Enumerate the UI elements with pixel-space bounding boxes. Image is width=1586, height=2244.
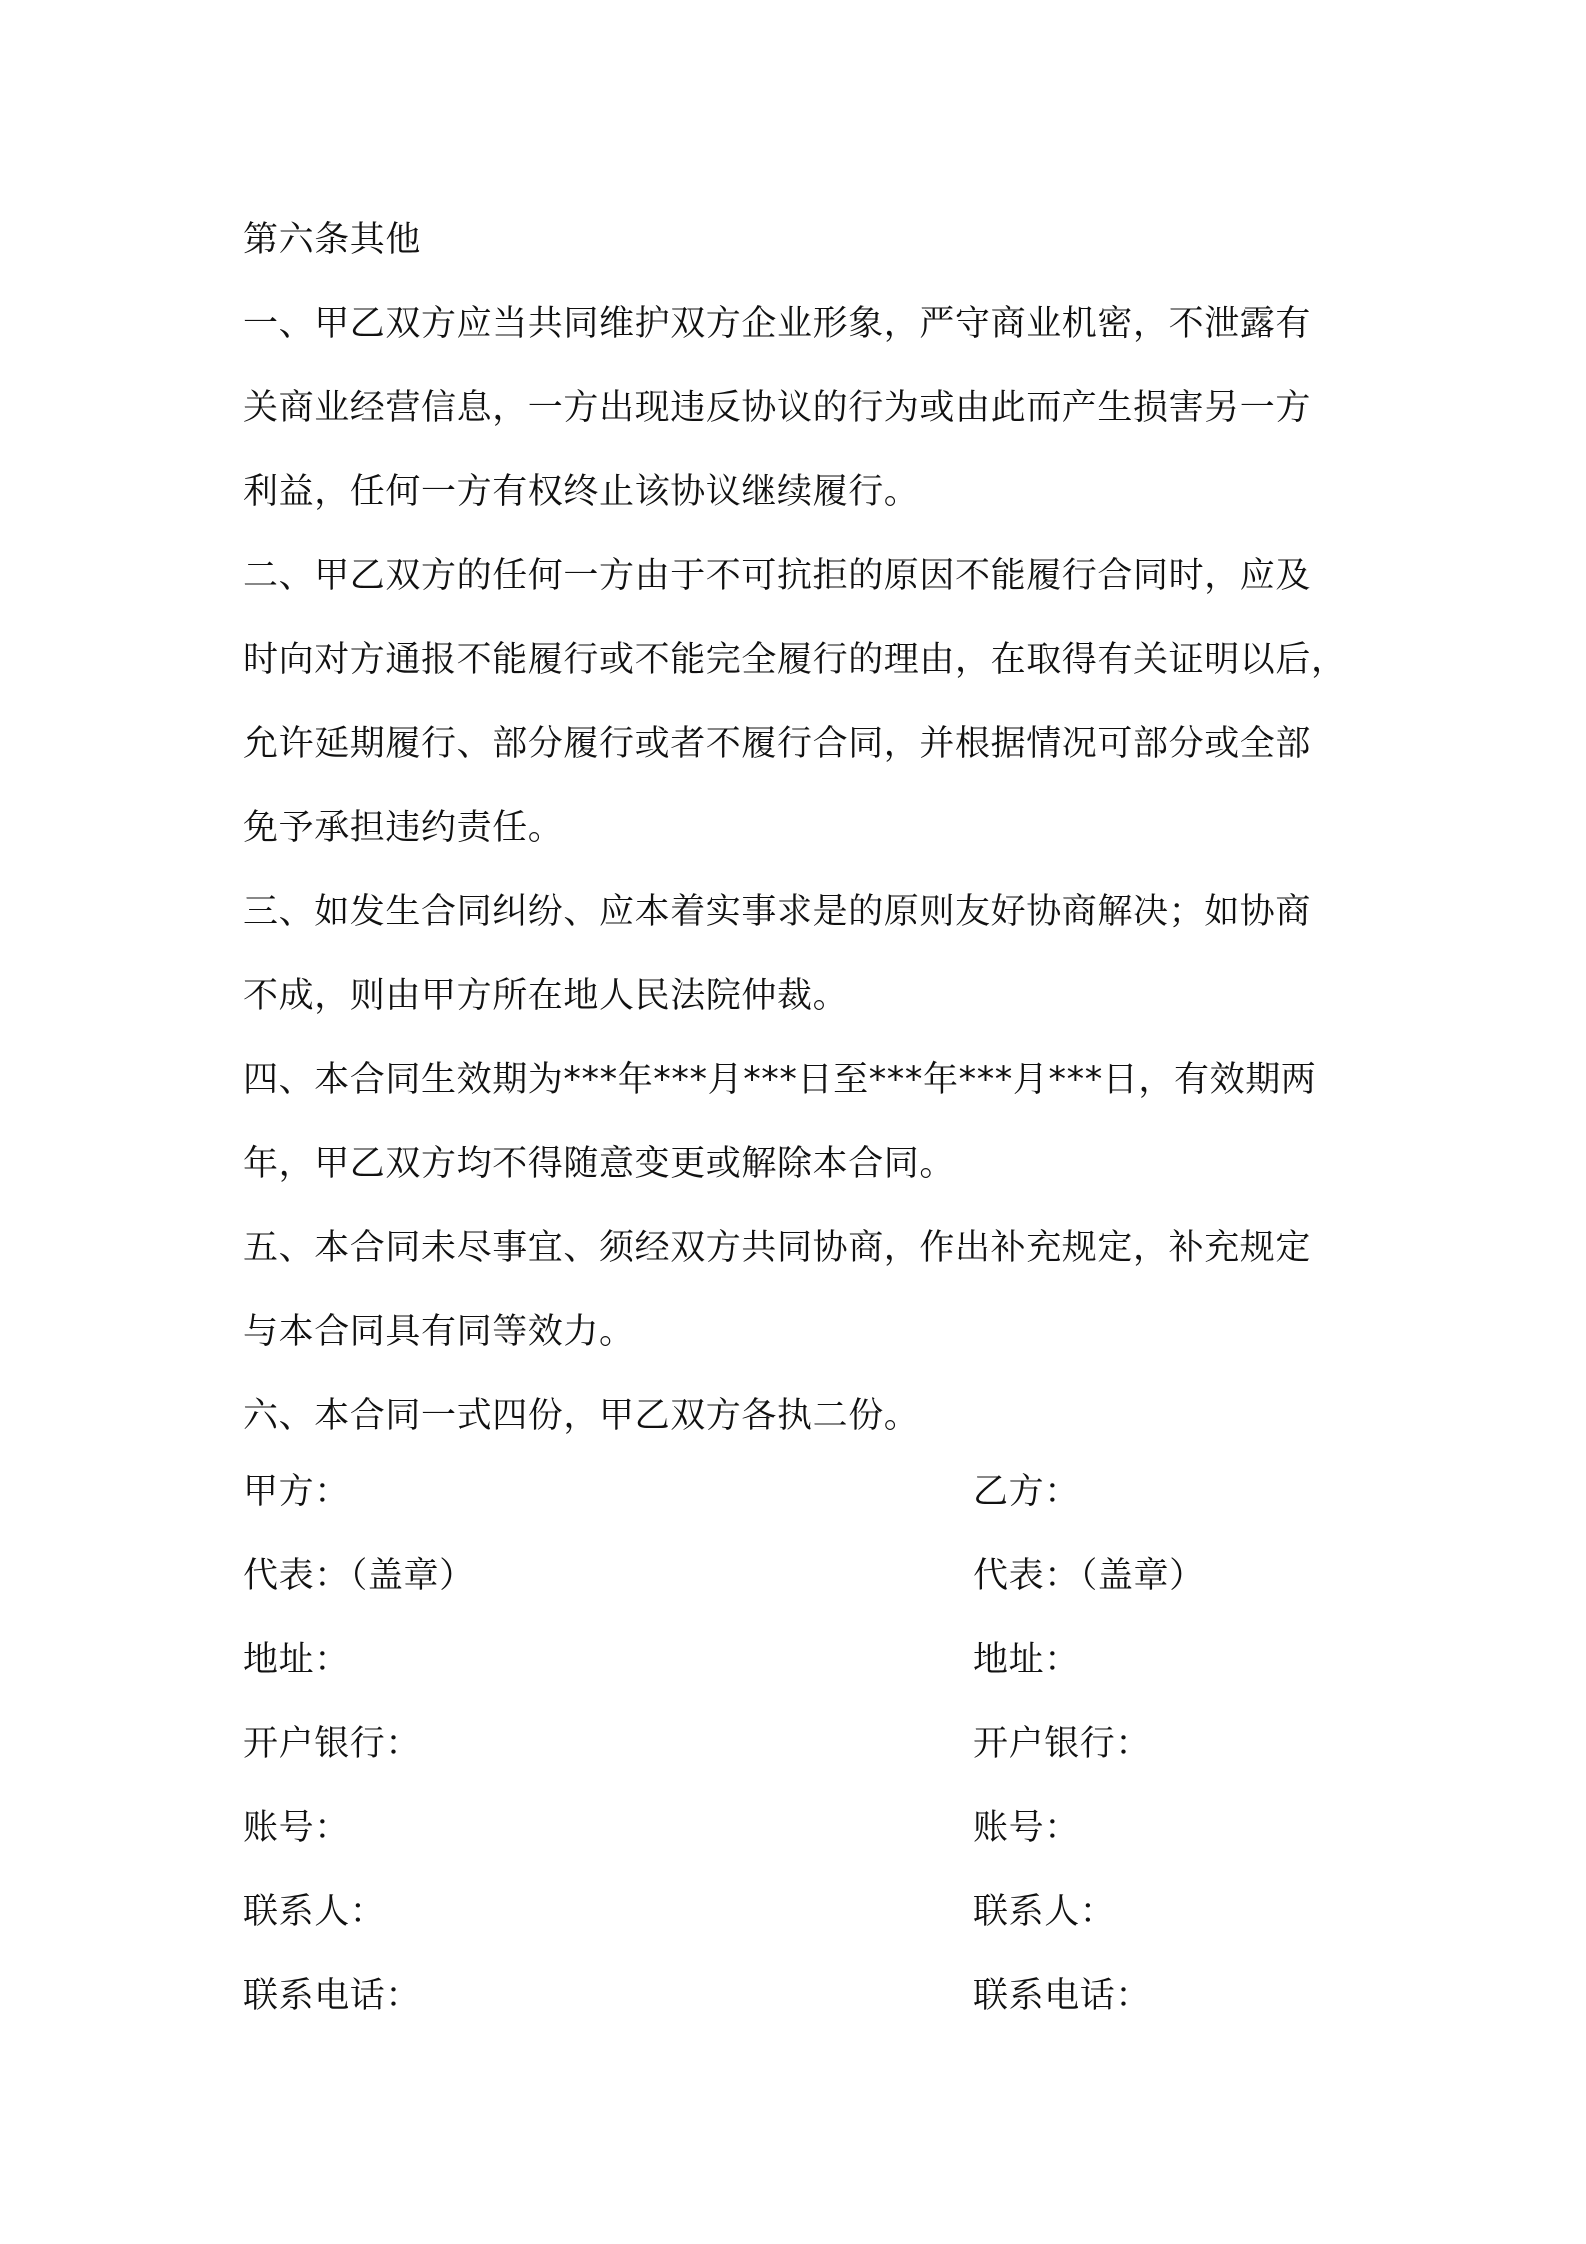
party-a-bank: 开户银行： — [243, 1724, 422, 1764]
signature-section — [243, 1450, 1368, 2038]
party-a-representative: 代表：（盖章） — [243, 1556, 475, 1596]
party-b-account: 账号： — [973, 1808, 1080, 1848]
paragraph-line: 年，甲乙双方均不得随意变更或解除本合同。 — [243, 1144, 956, 1184]
paragraph-line: 利益，任何一方有权终止该协议继续履行。 — [243, 472, 920, 512]
party-a-label: 甲方： — [243, 1472, 350, 1512]
party-b-bank: 开户银行： — [973, 1724, 1152, 1764]
paragraph-line: 不成，则由甲方所在地人民法院仲裁。 — [243, 976, 849, 1016]
paragraph-line: 二、甲乙双方的任何一方由于不可抗拒的原因不能履行合同时，应及 — [243, 556, 1312, 596]
paragraph-line: 免予承担违约责任。 — [243, 808, 564, 848]
signature-row — [243, 1618, 1368, 1702]
paragraph-line: 允许延期履行、部分履行或者不履行合同，并根据情况可部分或全部 — [243, 724, 1312, 764]
signature-row — [243, 1702, 1368, 1786]
signature-row — [243, 1450, 1368, 1534]
paragraph-line: 三、如发生合同纠纷、应本着实事求是的原则友好协商解决；如协商 — [243, 892, 1312, 932]
signature-row — [243, 1534, 1368, 1618]
party-b-contact: 联系人： — [973, 1892, 1116, 1932]
signature-row — [243, 1870, 1368, 1954]
section-heading: 第六条其他 — [243, 220, 422, 260]
party-a-address: 地址： — [243, 1640, 350, 1680]
paragraph-line: 六、本合同一式四份，甲乙双方各执二份。 — [243, 1396, 920, 1436]
paragraph-line: 时向对方通报不能履行或不能完全履行的理由，在取得有关证明以后， — [243, 640, 1347, 680]
paragraph-line: 关商业经营信息，一方出现违反协议的行为或由此而产生损害另一方 — [243, 388, 1312, 428]
paragraph-line: 与本合同具有同等效力。 — [243, 1312, 635, 1352]
paragraph-line: 四、本合同生效期为***年***月***日至***年***月***日，有效期两 — [243, 1060, 1317, 1100]
party-b-phone: 联系电话： — [973, 1976, 1152, 2016]
party-a-phone: 联系电话： — [243, 1976, 422, 2016]
signature-row — [243, 1954, 1368, 2038]
party-b-address: 地址： — [973, 1640, 1080, 1680]
party-a-contact: 联系人： — [243, 1892, 386, 1932]
contract-body — [243, 198, 1368, 1458]
signature-row — [243, 1786, 1368, 1870]
party-a-account: 账号： — [243, 1808, 350, 1848]
paragraph-line: 一、甲乙双方应当共同维护双方企业形象，严守商业机密，不泄露有 — [243, 304, 1312, 344]
paragraph-line: 五、本合同未尽事宜、须经双方共同协商，作出补充规定，补充规定 — [243, 1228, 1312, 1268]
party-b-label: 乙方： — [973, 1472, 1080, 1512]
party-b-representative: 代表：（盖章） — [973, 1556, 1205, 1596]
